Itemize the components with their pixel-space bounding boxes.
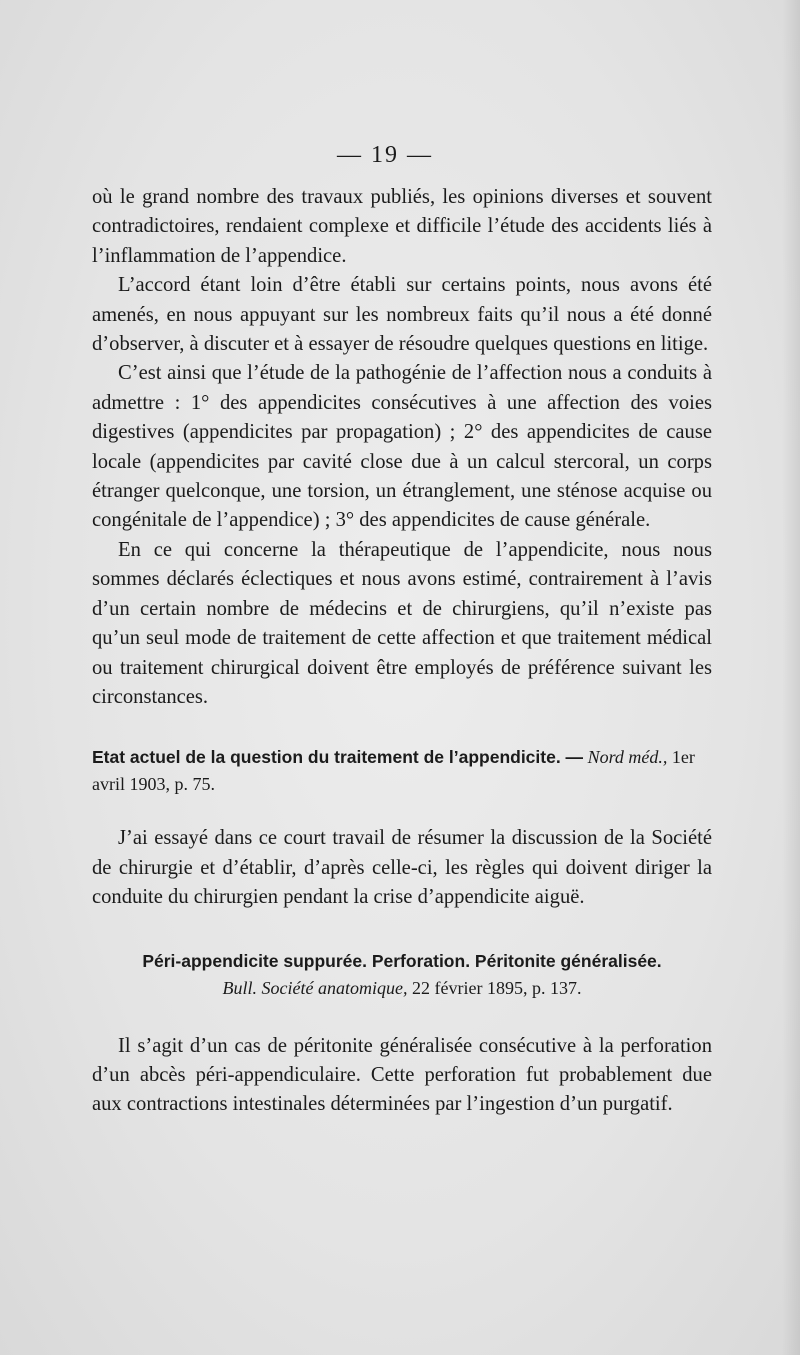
paragraph-resume: J’ai essayé dans ce court travail de résumer la discussion de la Société de chirurgie et d’établir, d’après celle-ci, les règles qui doivent diriger la conduite du chirurgien pendant la crise d’appendicite aiguë. [92, 827, 712, 909]
paragraph-peritonite: Il s’agit d’un cas de péritonite généralisée consécutive à la perforation d’un abcès péri-appendiculaire. Cette perforation fut probablement due aux contractions intestinales déterminées par l’ingestion d’un purgatif. [92, 1034, 712, 1116]
reference-journal: Nord méd., [587, 747, 668, 768]
page-body [92, 183, 712, 1120]
paragraph-accord: L’accord étant loin d’être établi sur certains points, nous avons été amenés, en nous appuyant sur les nombreux faits qu’il nous a été donné d’observer, à discuter et à essayer de résoudre quelques questions en litige. [92, 274, 712, 356]
reference-title: Péri-appendicite suppurée. Perforation. Péritonite généralisée. [142, 950, 662, 971]
reference-etat-actuel [92, 744, 712, 798]
page-number: — 19 — [337, 142, 433, 168]
reference-journal: Bull. Société anatomique, [222, 977, 408, 998]
reference-peri-appendicite [92, 948, 712, 1002]
reference-title: Etat actuel de la question du traitement de l’appendicite. — [92, 747, 584, 768]
paragraph-intro: où le grand nombre des travaux publiés, les opinions diverses et souvent contradictoires, rendaient complexe et difficile l’étude des accidents liés à l’inflammation de l’appendice. [92, 186, 712, 267]
paragraph-pathogenie: C’est ainsi que l’étude de la pathogénie de l’affection nous a conduits à admettre : 1° des appendicites consécutives à une affection des voies digestives (appendicites par propagation) ; 2° des appendicites de cause locale (appendicites par cavité close due à un calcul stercoral, un corps étranger quelconque, une torsion, un étranglement, une sténose acquise ou congénitale de l’appendice) ; 3° des appendicites de cause générale. [92, 362, 712, 532]
reference-details: 1er avril 1903, p. 75. [92, 747, 695, 795]
page-edge-shadow [782, 0, 800, 1355]
reference-details: 22 février 1895, p. 137. [412, 977, 582, 998]
paragraph-therapeutique: En ce qui concerne la thérapeutique de l’appendicite, nous nous sommes déclarés éclectiques et nous avons estimé, contrairement à l’avis d’un certain nombre de médecins et de chirurgiens, qu’il n’existe pas qu’un seul mode de traitement de cette affection et que traitement médical ou traitement chirurgical doivent être employés de préférence suivant les circonstances. [92, 538, 712, 708]
